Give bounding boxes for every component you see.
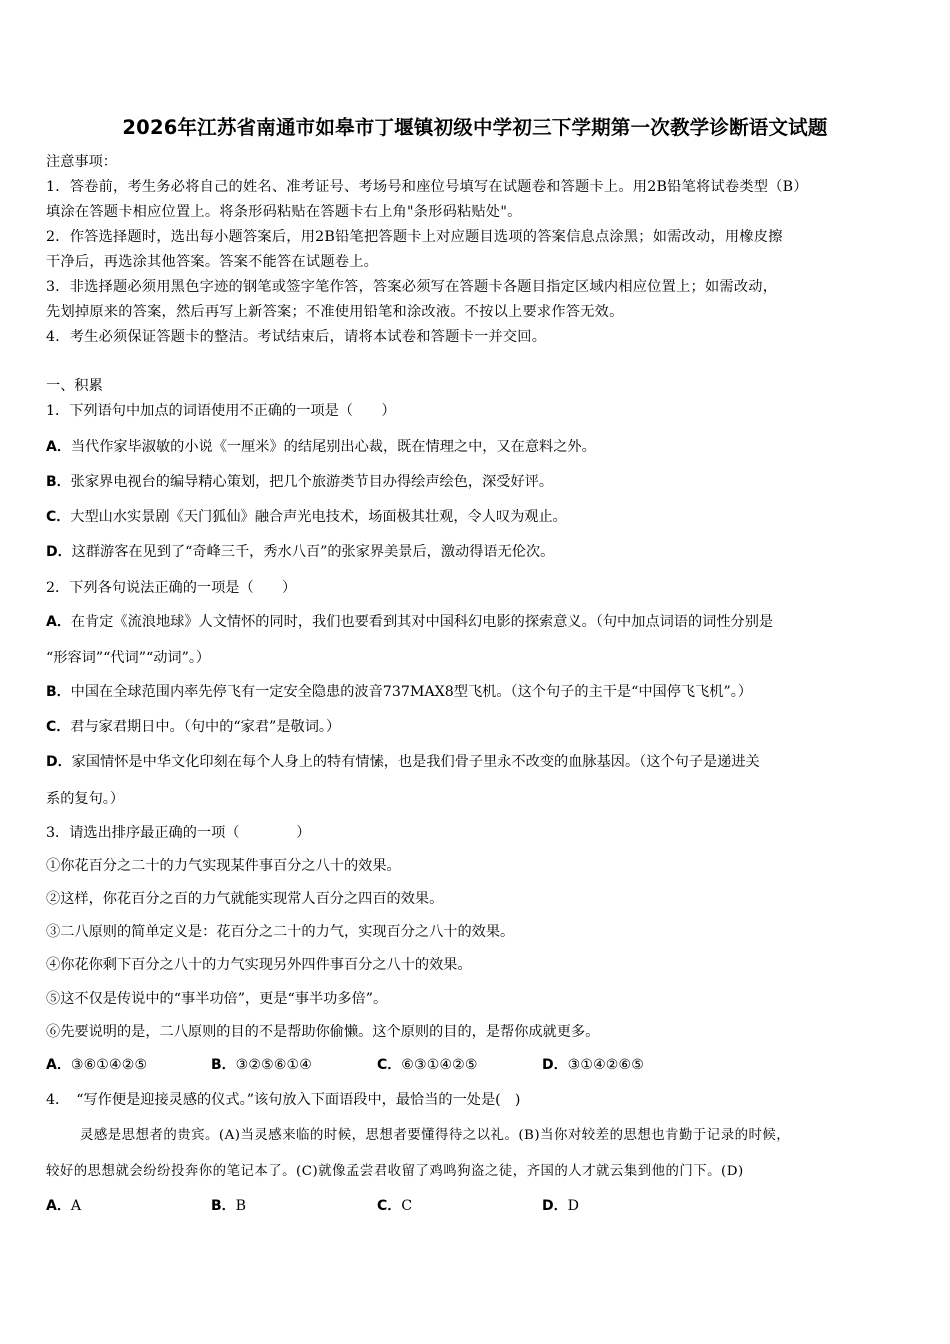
section-heading: 一、积累	[46, 378, 103, 394]
option-key: A．	[46, 439, 71, 455]
q3-item-5: ⑤这不仅是传说中的“事半功倍”，更是“事半功多倍”。	[46, 991, 388, 1007]
option-text: 中国在全球范围内率先停飞有一定安全隐患的波音737MAX8型飞机。（这个句子的主干是“中国停飞飞机”。）	[70, 684, 753, 700]
option-text: ③②⑤⑥①④	[235, 1057, 312, 1073]
notice-line-2: 填涂在答题卡相应位置上。将条形码粘贴在答题卡右上角"条形码粘贴处"。	[46, 204, 522, 220]
q4-passage-line-1: 灵感是思想者的贵宾。(A)当灵感来临的时候，思想者要懂得待之以礼。(B)当你对较差的思想也肯勤于记录的时候，	[80, 1128, 791, 1143]
page-title: 2026年江苏省南通市如皋市丁堰镇初级中学初三下学期第一次教学诊断语文试题	[122, 116, 828, 139]
option-text: 这群游客在见到了“奇峰三千，秀水八百”的张家界美景后，激动得语无伦次。	[71, 544, 555, 560]
option-text: D	[567, 1198, 579, 1214]
option-text: 家国情怀是中华文化印刻在每个人身上的特有情愫，也是我们骨子里永不改变的血脉基因。（这个句子是递进关	[71, 754, 760, 770]
q2-option-d	[46, 752, 910, 772]
q3-item-2: ②这样，你花百分之百的力气就能实现常人百分之四百的效果。	[46, 891, 444, 907]
q4-option-c	[377, 1196, 542, 1216]
option-key: B．	[46, 474, 71, 490]
option-text: ③⑥①④②⑤	[70, 1057, 148, 1073]
option-text: 在肯定《流浪地球》人文情怀的同时，我们也要看到其对中国科幻电影的探索意义。（句中加点词语的词性分别是	[70, 614, 774, 630]
q4-passage-line-2: 较好的思想就会纷纷投奔你的笔记本了。(C)就像孟尝君收留了鸡鸣狗盗之徒，齐国的人才就云集到他的门下。(D)	[46, 1164, 744, 1179]
q4-stem: 4． “写作便是迎接灵感的仪式。”该句放入下面语段中，最恰当的一处是( )	[46, 1092, 521, 1108]
option-text: A	[70, 1198, 82, 1214]
option-key: C．	[46, 509, 71, 525]
q3-option-c	[377, 1055, 542, 1075]
q1-option-c	[46, 507, 910, 527]
notice-line-5: 3．非选择题必须用黑色字迹的钢笔或签字笔作答，答案必须写在答题卡各题目指定区域内相应位置上；如需改动，	[46, 279, 778, 295]
q4-options	[46, 1196, 910, 1216]
q3-item-1: ①你花百分之二十的力气实现某件事百分之八十的效果。	[46, 858, 401, 874]
q2-option-c	[46, 717, 910, 737]
option-text: 当代作家毕淑敏的小说《一厘米》的结尾别出心裁，既在情理之中，又在意料之外。	[70, 439, 596, 455]
q4-option-b	[211, 1196, 377, 1216]
option-key: D．	[46, 544, 72, 560]
option-text: C	[401, 1198, 413, 1214]
option-key: C．	[377, 1198, 402, 1214]
option-text: 张家界电视台的编导精心策划，把几个旅游类节目办得绘声绘色，深受好评。	[70, 474, 554, 490]
option-text: 大型山水实景剧《天门狐仙》融合声光电技术，场面极其壮观，令人叹为观止。	[70, 509, 567, 525]
option-key: B．	[211, 1057, 236, 1073]
option-key: C．	[46, 719, 71, 735]
option-key: D．	[542, 1198, 568, 1214]
option-key: D．	[542, 1057, 568, 1073]
q3-item-4: ④你花你剩下百分之八十的力气实现另外四件事百分之八十的效果。	[46, 957, 472, 973]
q2-option-a	[46, 612, 910, 632]
q2-stem: 2．下列各句说法正确的一项是（ ）	[46, 580, 297, 596]
q2-option-b	[46, 682, 910, 702]
q1-option-b	[46, 472, 910, 492]
option-text: ⑥③①④②⑤	[401, 1057, 478, 1073]
option-key: A．	[46, 1198, 71, 1214]
option-key: B．	[211, 1198, 236, 1214]
q3-option-b	[211, 1055, 377, 1075]
q1-stem: 1．下列语句中加点的词语使用不正确的一项是（ ）	[46, 403, 396, 419]
option-key: D．	[46, 754, 72, 770]
q4-option-a	[46, 1196, 211, 1216]
notice-line-7: 4．考生必须保证答题卡的整洁。考试结束后，请将本试卷和答题卡一并交回。	[46, 329, 547, 345]
notice-heading: 注意事项：	[46, 154, 117, 170]
q3-options	[46, 1055, 910, 1075]
q4-option-d	[542, 1196, 579, 1216]
q3-item-6: ⑥先要说明的是，二八原则的目的不是帮助你偷懒。这个原则的目的，是帮你成就更多。	[46, 1024, 600, 1040]
q2-option-d-cont: 系的复句。）	[46, 791, 125, 807]
notice-line-4: 干净后，再选涂其他答案。答案不能答在试题卷上。	[46, 254, 379, 270]
q3-option-d	[542, 1055, 644, 1075]
q3-item-3: ③二八原则的简单定义是：花百分之二十的力气，实现百分之八十的效果。	[46, 924, 515, 940]
option-key: B．	[46, 684, 71, 700]
option-text: B	[235, 1198, 247, 1214]
option-text: 君与家君期日中。（句中的“家君”是敬词。）	[70, 719, 341, 735]
notice-line-6: 先划掉原来的答案，然后再写上新答案；不准使用铅笔和涂改液。不按以上要求作答无效。	[46, 304, 624, 320]
q1-option-a	[46, 437, 910, 457]
q2-option-a-cont: “形容词”“代词”“动词”。）	[46, 650, 211, 666]
option-key: A．	[46, 614, 71, 630]
q1-option-d	[46, 542, 910, 562]
option-key: C．	[377, 1057, 402, 1073]
notice-line-1: 1．答卷前，考生务必将自己的姓名、准考证号、考场号和座位号填写在试题卷和答题卡上。用2B铅笔将试卷类型（B）	[46, 179, 808, 195]
q3-option-a	[46, 1055, 211, 1075]
option-key: A．	[46, 1057, 71, 1073]
notice-line-3: 2．作答选择题时，选出每小题答案后，用2B铅笔把答题卡上对应题目选项的答案信息点涂黑；如需改动，用橡皮擦	[46, 229, 783, 245]
q3-stem: 3．请选出排序最正确的一项（ ）	[46, 825, 311, 841]
option-text: ③①④②⑥⑤	[567, 1057, 644, 1073]
